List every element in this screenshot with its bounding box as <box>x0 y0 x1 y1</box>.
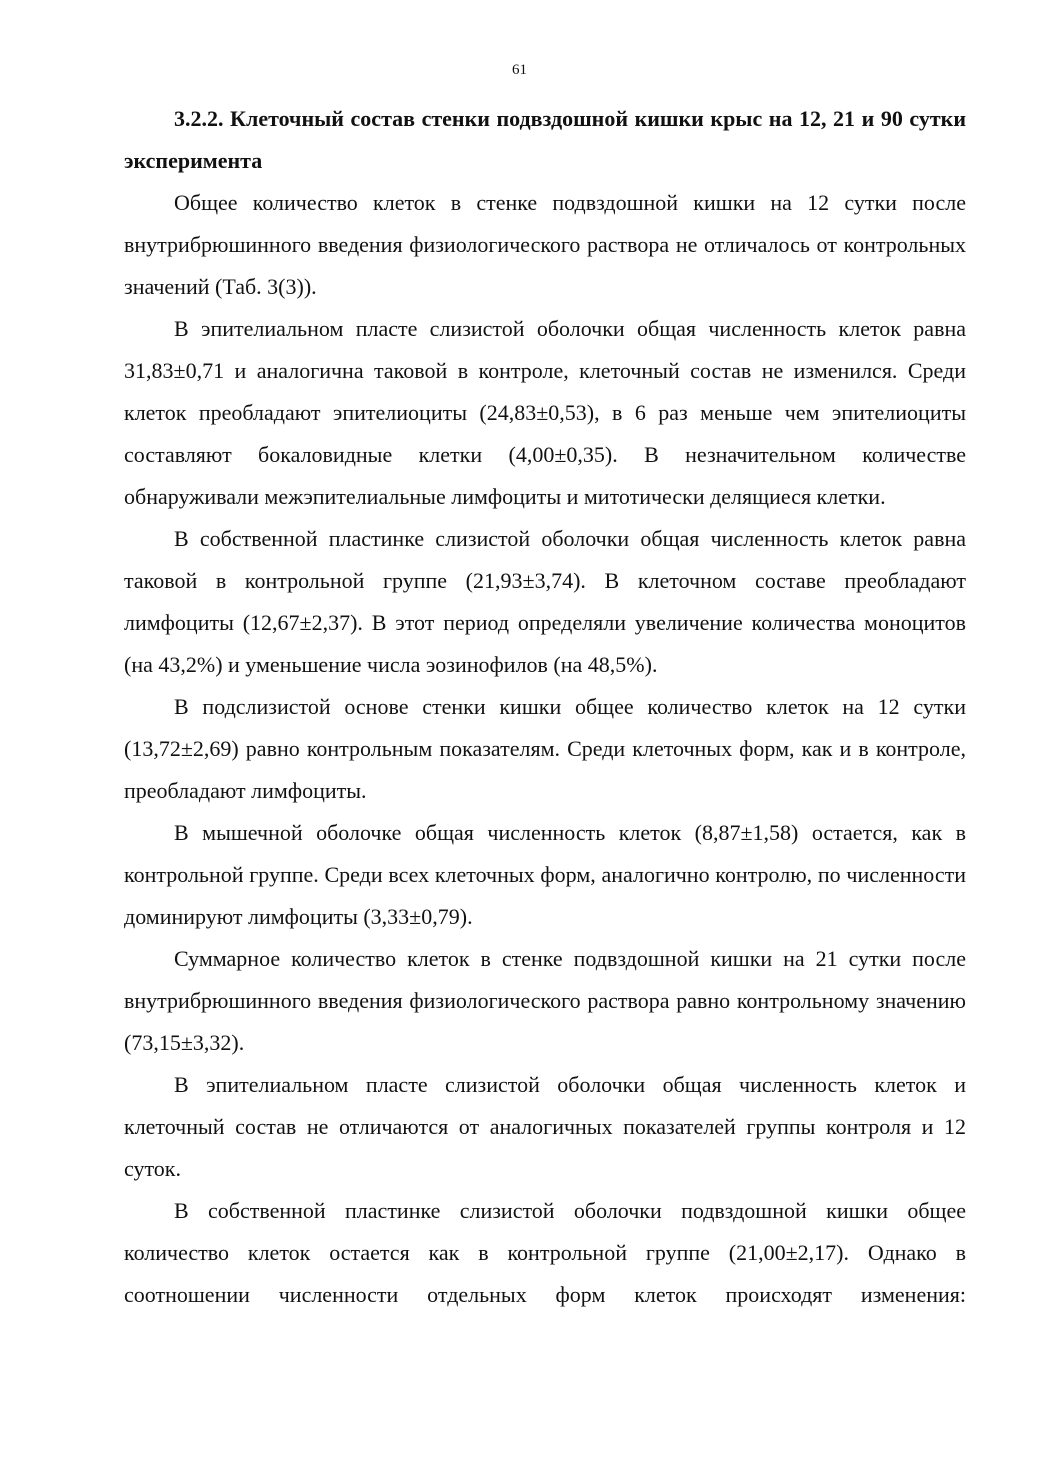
paragraph-3: В собственной пластинке слизистой оболочки общая численность клеток равна таковой в контрольной группе (21,93±3,74). В клеточном составе преобладают лимфоциты (12,67±2,37). В этот период определяли увеличение количества моноцитов (на 43,2%) и уменьшение числа эозинофилов (на 48,5%). <box>124 526 966 677</box>
section-heading: 3.2.2. Клеточный состав стенки подвздошной кишки крыс на 12, 21 и 90 сутки эксперимента <box>124 106 966 173</box>
paragraph-8: В собственной пластинке слизистой оболочки подвздошной кишки общее количество клеток остается как в контрольной группе (21,00±2,17). Однако в соотношении численности отдельных форм клеток происходят изменения: <box>124 1198 966 1307</box>
paragraph-2: В эпителиальном пласте слизистой оболочки общая численность клеток равна 31,83±0,71 и аналогична таковой в контроле, клеточный состав не изменился. Среди клеток преобладают эпителиоциты (24,83±0,53), в 6 раз меньше чем эпителиоциты составляют бокаловидные клетки (4,00±0,35). В незначительном количестве обнаруживали межэпителиальные лимфоциты и митотически делящиеся клетки. <box>124 316 966 509</box>
paragraph-7: В эпителиальном пласте слизистой оболочки общая численность клеток и клеточный состав не отличаются от аналогичных показателей группы контроля и 12 суток. <box>124 1072 966 1181</box>
paragraph-6: Суммарное количество клеток в стенке подвздошной кишки на 21 сутки после внутрибрюшинного введения физиологического раствора равно контрольному значению (73,15±3,32). <box>124 946 966 1055</box>
paragraph-4: В подслизистой основе стенки кишки общее количество клеток на 12 сутки (13,72±2,69) равно контрольным показателям. Среди клеточных форм, как и в контроле, преобладают лимфоциты. <box>124 694 966 803</box>
paragraph-1: Общее количество клеток в стенке подвздошной кишки на 12 сутки после внутрибрюшинного введения физиологического раствора не отличалось от контрольных значений (Таб. 3(3)). <box>124 190 966 299</box>
page-number: 61 <box>512 62 527 78</box>
paragraph-5: В мышечной оболочке общая численность клеток (8,87±1,58) остается, как в контрольной группе. Среди всех клеточных форм, аналогично контролю, по численности доминируют лимфоциты (3,33±0,79). <box>124 820 966 929</box>
page-content <box>124 98 966 1316</box>
